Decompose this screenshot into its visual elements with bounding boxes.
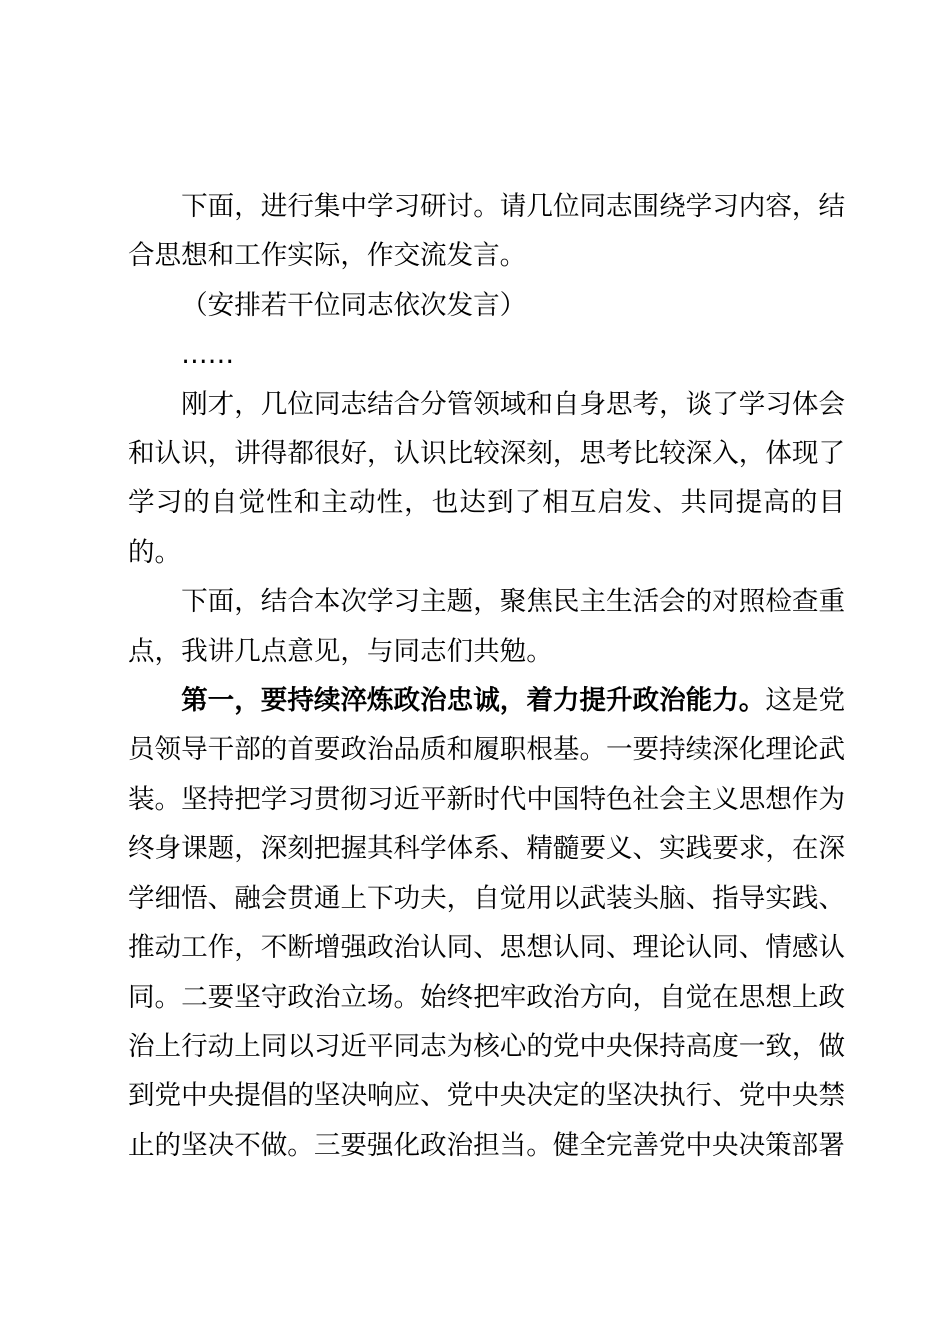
paragraph-text: 刚才，几位同志结合分管领域和自身思考，谈了学习体会和认识，讲得都很好，认识比较深刻，思考比较深入，体现了学习的自觉性和主动性，也达到了相互启发、共同提高的目的。 — [128, 388, 845, 568]
paragraph-text: 下面，进行集中学习研讨。请几位同志围绕学习内容，结合思想和工作实际，作交流发言。 — [128, 191, 845, 272]
paragraph-text: …… — [181, 339, 235, 371]
paragraph-text: 下面，结合本次学习主题，聚焦民主生活会的对照检查重点，我讲几点意见，与同志们共勉。 — [128, 586, 845, 667]
paragraph — [128, 577, 845, 676]
paragraph — [128, 330, 845, 379]
paragraph — [128, 676, 845, 1170]
paragraph-text: （安排若干位同志依次发言） — [181, 289, 527, 321]
paragraph — [128, 281, 845, 330]
document-body — [128, 182, 845, 1170]
paragraph-bold-lead: 第一，要持续淬炼政治忠诚，着力提升政治能力。 — [181, 685, 766, 717]
paragraph — [128, 182, 845, 281]
paragraph-text: 这是党员领导干部的首要政治品质和履职根基。一要持续深化理论武装。坚持把学习贯彻习近平新时代中国特色社会主义思想作为终身课题，深刻把握其科学体系、精髓要义、实践要求，在深学细悟、融会贯通上下功夫，自觉用以武装头脑、指导实践、推动工作，不断增强政治认同、思想认同、理论认同、情感认同。二要坚守政治立场。始终把牢政治方向，自觉在思想上政治上行动上同以习近平同志为核心的党中央保持高度一致，做到党中央提倡的坚决响应、党中央决定的坚决执行、党中央禁止的坚决不做。三要强化政治担当。健全完善党中央决策部署 — [128, 685, 845, 1161]
paragraph — [128, 380, 845, 578]
